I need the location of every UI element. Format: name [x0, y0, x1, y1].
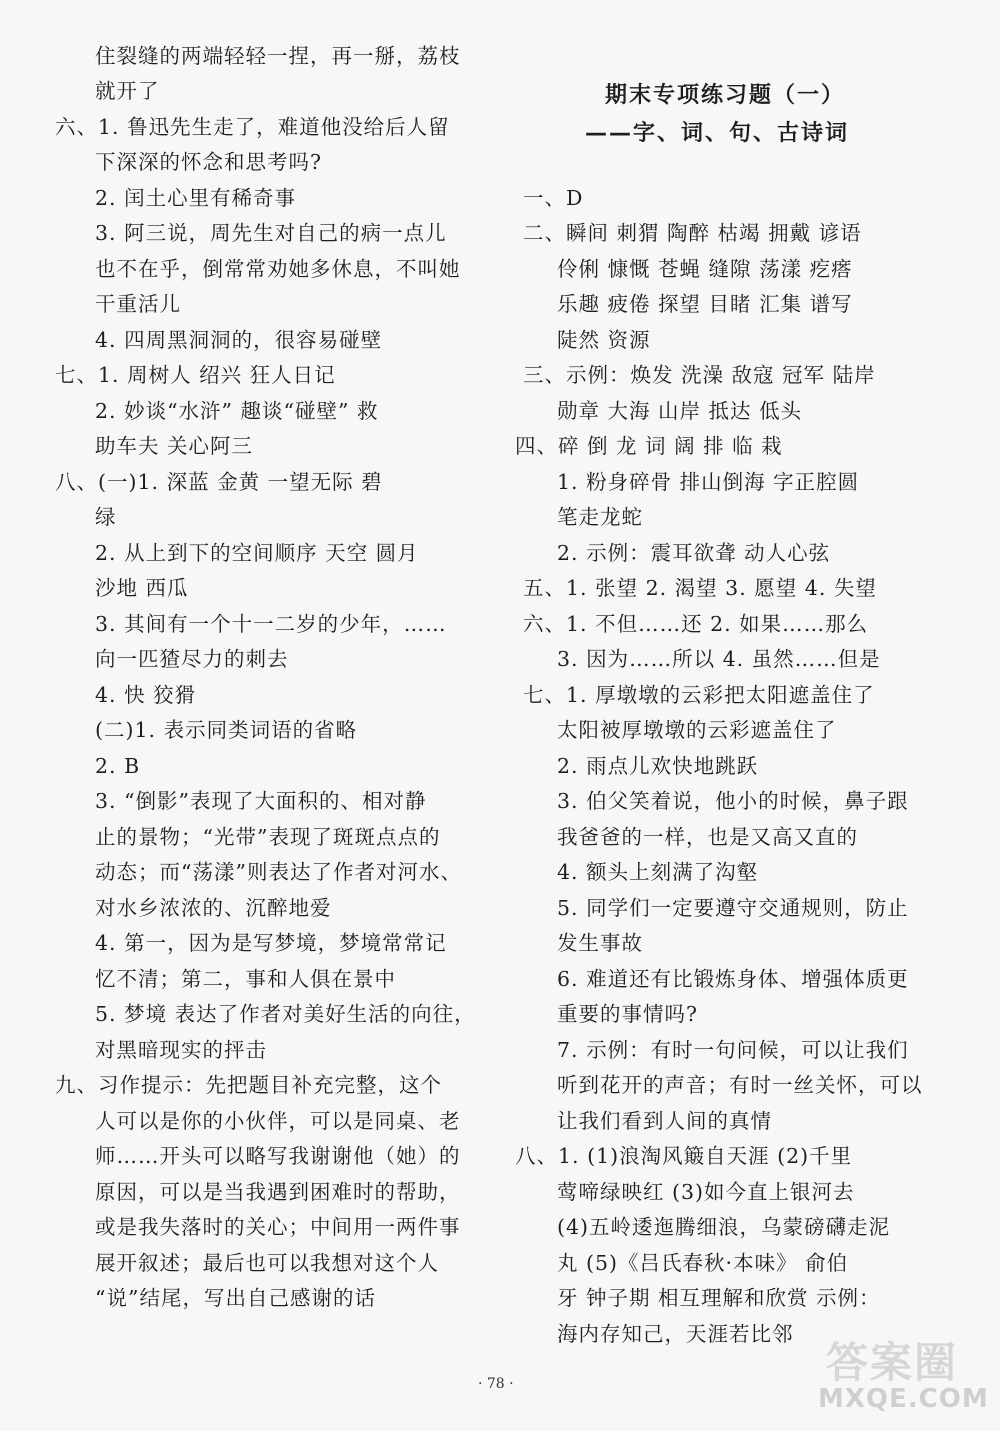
text-line: 2. 雨点儿欢快地跳跃 [557, 754, 759, 778]
text-line: 六、1. 不但……还 2. 如果……那么 [523, 612, 869, 636]
text-line: “说”结尾，写出自己感谢的话 [95, 1286, 376, 1310]
text-line: 2. B [95, 754, 141, 778]
text-line: 对黑暗现实的抨击 [95, 1038, 267, 1062]
text-line: 3. 其间有一个十一二岁的少年，…… [95, 612, 447, 636]
text-line: 人可以是你的小伙伴，可以是同桌、老 [95, 1109, 461, 1133]
text-line: 四、碎 倒 龙 词 阔 排 临 栽 [515, 434, 783, 458]
text-line: 勋章 大海 山岸 抵达 低头 [557, 399, 803, 423]
text-line: 牙 钟子期 相互理解和欣赏 示例： [557, 1286, 881, 1310]
page-number: · 78 · [478, 1376, 514, 1392]
text-line: 4. 四周黑洞洞的，很容易碰壁 [95, 328, 383, 352]
text-line: 2. 妙谈“水浒” 趣谈“碰壁” 救 [95, 399, 379, 423]
text-line: 就开了 [95, 79, 160, 103]
text-line: 听到花开的声音；有时一丝关怀，可以 [557, 1073, 923, 1097]
text-line: 发生事故 [557, 931, 643, 955]
section-title: 期末专项练习题（一） [605, 83, 846, 108]
text-line: 3. 阿三说，周先生对自己的病一点儿 [95, 221, 447, 245]
text-line: 师……开头可以略写我谢谢他（她）的 [95, 1144, 461, 1168]
text-line: 笔走龙蛇 [557, 505, 643, 529]
watermark-bottom-text: MXQE.COM [818, 1384, 989, 1414]
text-line: 三、示例：焕发 洗澡 敌寇 冠军 陆岸 [523, 363, 876, 387]
text-line: 下深深的怀念和思考吗? [95, 150, 322, 174]
watermark-logo [818, 1330, 990, 1422]
text-line: 2. 示例：震耳欲聋 动人心弦 [557, 541, 831, 565]
text-line: 九、习作提示：先把题目补充完整，这个 [55, 1073, 442, 1097]
text-line: 5. 梦境 表达了作者对美好生活的向往， [95, 1002, 476, 1026]
text-line: 干重活儿 [95, 292, 181, 316]
text-line: 2. 闰土心里有稀奇事 [95, 186, 297, 210]
text-line: 一、D [523, 186, 584, 210]
text-line: 原因，可以是当我遇到困难时的帮助， [95, 1180, 461, 1204]
text-line: 我爸爸的一样，也是又高又直的 [557, 825, 858, 849]
text-line: 绿 [95, 505, 117, 529]
text-line: 海内存知己，天涯若比邻 [557, 1322, 794, 1346]
text-line: 丸 (5)《吕氏春秋·本味》 俞伯 [557, 1251, 849, 1275]
text-line: 止的景物；“光带”表现了斑斑点点的 [95, 825, 441, 849]
text-line: 让我们看到人间的真情 [557, 1109, 772, 1133]
text-line: 5. 同学们一定要遵守交通规则，防止 [557, 896, 909, 920]
text-line: 八、1. (1)浪淘风簸自天涯 (2)千里 [515, 1144, 853, 1168]
text-line: 沙地 西瓜 [95, 576, 189, 600]
text-line: 六、1. 鲁迅先生走了，难道他没给后人留 [55, 115, 450, 139]
text-line: 助车夫 关心阿三 [95, 434, 254, 458]
text-line: 3. 伯父笑着说，他小的时候，鼻子跟 [557, 789, 909, 813]
text-line: 七、1. 厚墩墩的云彩把太阳遮盖住了 [523, 683, 875, 707]
text-line: 动态；而“荡漾”则表达了作者对河水、 [95, 860, 462, 884]
text-line: 伶俐 慷慨 苍蝇 缝隙 荡漾 疙瘩 [557, 257, 853, 281]
text-line: 展开叙述；最后也可以我想对这个人 [95, 1251, 439, 1275]
text-line: 向一匹猹尽力的刺去 [95, 647, 289, 671]
text-line: 重要的事情吗? [557, 1002, 698, 1026]
text-line: 住裂缝的两端轻轻一捏，再一掰，荔枝 [95, 44, 461, 68]
watermark-top-text: 答案圈 [826, 1338, 959, 1387]
text-line: 也不在乎，倒常常劝她多休息，不叫她 [95, 257, 461, 281]
text-line: 1. 粉身碎骨 排山倒海 字正腔圆 [557, 470, 860, 494]
text-line: 2. 从上到下的空间顺序 天空 圆月 [95, 541, 419, 565]
text-line: 4. 第一，因为是写梦境，梦境常常记 [95, 931, 447, 955]
text-line: 乐趣 疲倦 探望 目睹 汇集 谱写 [557, 292, 853, 316]
text-line: 6. 难道还有比锻炼身体、增强体质更 [557, 967, 909, 991]
text-line: 忆不清；第二，事和人俱在景中 [95, 967, 396, 991]
text-line: 莺啼绿映红 (3)如今直上银河去 [557, 1180, 855, 1204]
text-line: 对水乡浓浓的、沉醉地爱 [95, 896, 332, 920]
text-line: 太阳被厚墩墩的云彩遮盖住了 [557, 718, 837, 742]
text-line: 或是我失落时的关心；中间用一两件事 [95, 1215, 461, 1239]
text-line: (4)五岭逶迤腾细浪，乌蒙磅礴走泥 [557, 1215, 891, 1239]
section-subtitle: ——字、词、句、古诗词 [585, 121, 850, 146]
text-line: 二、瞬间 刺猬 陶醉 枯竭 拥戴 谚语 [523, 221, 862, 245]
text-line: 4. 额头上刻满了沟壑 [557, 860, 759, 884]
text-line: 五、1. 张望 2. 渴望 3. 愿望 4. 失望 [523, 576, 877, 600]
text-line: 7. 示例：有时一句问候，可以让我们 [557, 1038, 909, 1062]
text-line: 3. “倒影”表现了大面积的、相对静 [95, 789, 427, 813]
text-line: 4. 快 狡猾 [95, 683, 197, 707]
text-line: 3. 因为……所以 4. 虽然……但是 [557, 647, 881, 671]
text-line: 陡然 资源 [557, 328, 651, 352]
text-line: (二)1. 表示同类词语的省略 [95, 718, 358, 742]
text-line: 七、1. 周树人 绍兴 狂人日记 [55, 363, 336, 387]
text-line: 八、(一)1. 深蓝 金黄 一望无际 碧 [55, 470, 383, 494]
